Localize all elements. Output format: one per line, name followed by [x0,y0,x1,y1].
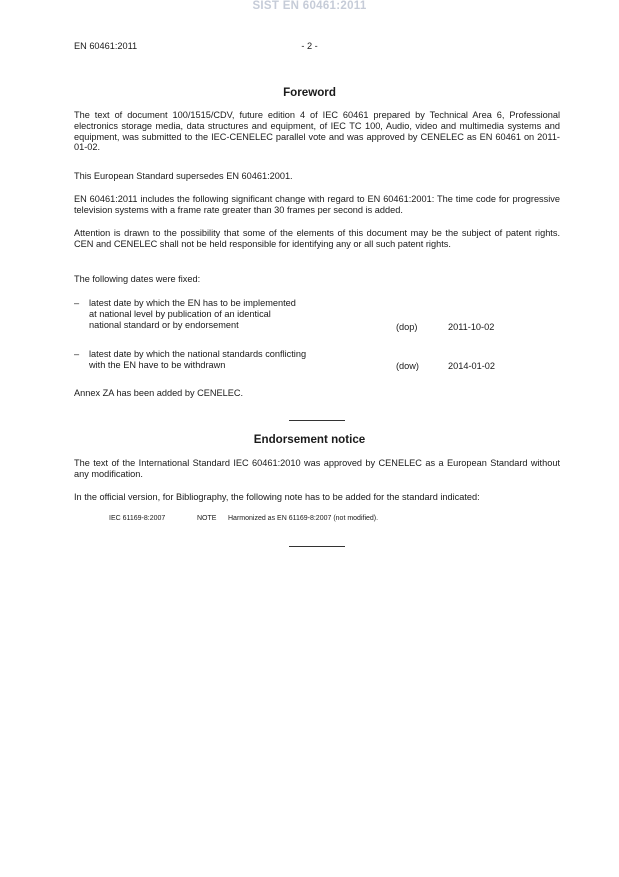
endorsement-paragraph-2: In the official version, for Bibliography, the following note has to be added for the standard indicated: [74,492,480,502]
date-item-dop-text [89,298,349,330]
note-label: NOTE [197,515,217,522]
date-item-line: latest date by which the national standards conflicting [89,349,307,359]
date-item-line: at national level by publication of an identical [89,308,271,319]
date-item-line: with the EN have to be withdrawn [89,359,226,370]
date-item-dop-date: 2011-10-02 [448,322,495,332]
date-item-line: national standard or by endorsement [89,319,239,330]
header-doc-id: EN 60461:2011 [74,41,138,51]
section-divider [289,420,345,421]
date-item-dow-abbr: (dow) [396,361,419,371]
endorsement-paragraph-1: The text of the International Standard IEC 60461:2010 was approved by CENELEC as a European Standard without any modification. [74,458,560,479]
foreword-paragraph-4: Attention is drawn to the possibility that some of the elements of this document may be the subject of patent rights. CEN and CENELEC shall not be held responsible for identifying any or all such patent rights. [74,228,560,249]
date-item-bullet: – [74,298,80,308]
date-item-dop-abbr: (dop) [396,322,418,332]
date-item-dow-date: 2014-01-02 [448,361,495,371]
foreword-paragraph-3: EN 60461:2011 includes the following significant change with regard to EN 60461:2001: The time code for progressive television systems with a frame rate greater than 30 frames per second is added. [74,194,560,215]
end-divider [289,546,345,547]
page-number: - 2 - [301,41,318,51]
foreword-title: Foreword [283,86,336,99]
date-item-line: latest date by which the EN has to be implemented [89,298,296,308]
bibliography-ref: IEC 61169-8:2007 [109,515,166,522]
foreword-paragraph-2: This European Standard supersedes EN 60461:2001. [74,171,293,181]
note-text: Harmonized as EN 61169-8:2007 (not modified). [228,515,379,522]
date-item-dow-text [89,349,389,371]
foreword-paragraph-5: The following dates were fixed: [74,274,201,284]
date-item-bullet: – [74,349,80,359]
endorsement-title: Endorsement notice [253,433,366,446]
annex-note: Annex ZA has been added by CENELEC. [74,388,244,398]
watermark: SIST EN 60461:2011 [252,0,367,12]
foreword-paragraph-1: The text of document 100/1515/CDV, future edition 4 of IEC 60461 prepared by Technical Area 6, Professional electronics storage media, data structures and equipment, of IEC TC 100, Audio, video and multimedia systems and equipment, was submitted to the IEC-CENELEC parallel vote and was approved by CENELEC as EN 60461 on 2011-01-02. [74,110,560,153]
